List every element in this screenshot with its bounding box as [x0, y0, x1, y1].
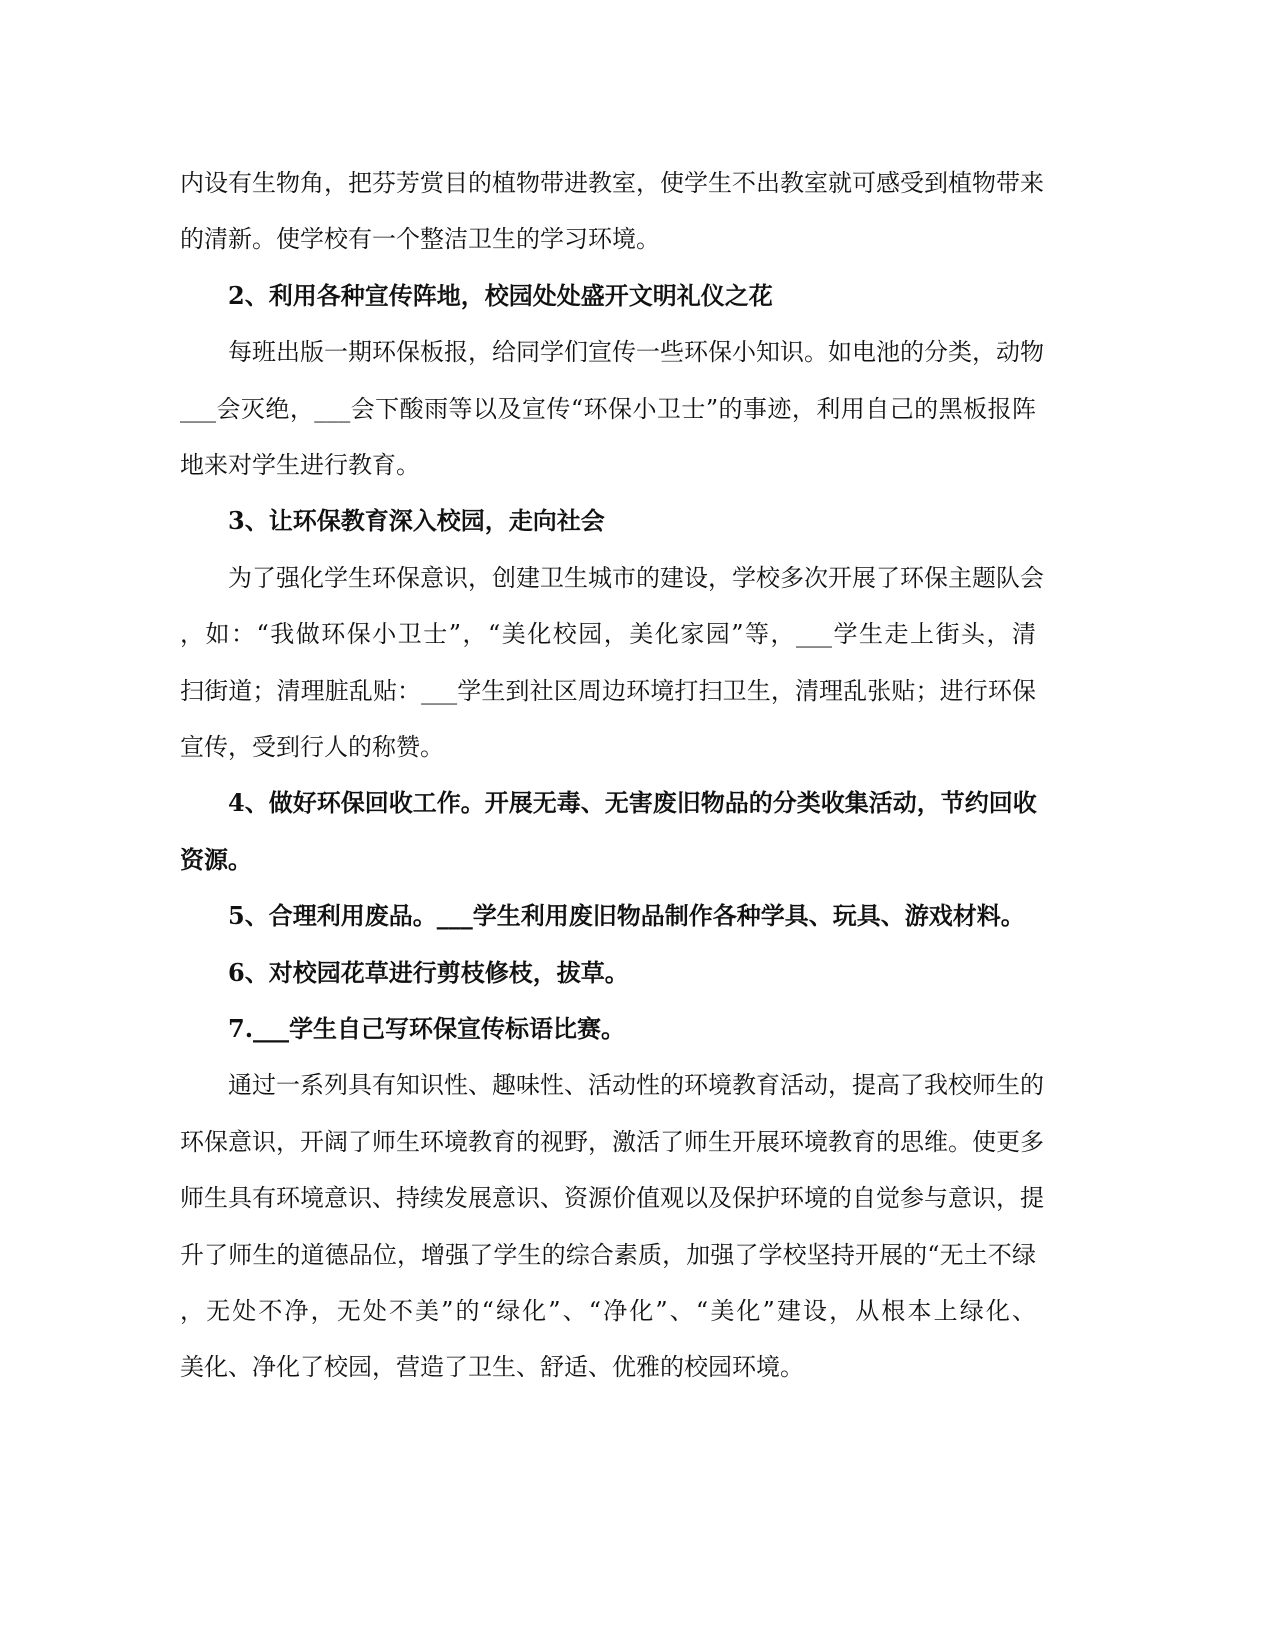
section-heading-line: 3、让环保教育深入校园，走向社会: [228, 506, 605, 536]
paragraph-line: 地来对学生进行教育。: [180, 451, 420, 479]
paragraph-line: 内设有生物角，把芬芳赏目的植物带进教室，使学生不出教室就可感受到植物带来: [180, 169, 1044, 197]
section-heading-line: 6、对校园花草进行剪枝修枝，拔草。: [228, 957, 629, 987]
paragraph-line: ，如：“我做环保小卫士”，“美化校园，美化家园”等，___学生走上街头，清: [180, 620, 1036, 649]
paragraph-line: 通过一系列具有知识性、趣味性、活动性的环境教育活动，提高了我校师生的: [228, 1071, 1044, 1100]
paragraph-line: 升了师生的道德品位，增强了学生的综合素质，加强了学校坚持开展的“无土不绿: [180, 1240, 1036, 1269]
section-heading-line: 7.___学生自己写环保宣传标语比赛。: [228, 1014, 626, 1043]
paragraph-line: 为了强化学生环保意识，创建卫生城市的建设，学校多次开展了环保主题队会: [228, 563, 1044, 592]
paragraph-line: 扫街道；清理脏乱贴：___学生到社区周边环境打扫卫生，清理乱张贴；进行环保: [180, 676, 1036, 705]
paragraph-line: 宣传，受到行人的称赞。: [180, 733, 444, 761]
section-heading-line: 4、做好环保回收工作。开展无毒、无害废旧物品的分类收集活动，节约回收: [228, 788, 1037, 818]
paragraph-line: ___会灭绝，___会下酸雨等以及宣传“环保小卫士”的事迹，利用自己的黑板报阵: [180, 394, 1036, 423]
paragraph-line: 师生具有环境意识、持续发展意识、资源价值观以及保护环境的自觉参与意识，提: [180, 1184, 1044, 1213]
section-heading-line: 资源。: [180, 844, 252, 874]
paragraph-line: ，无处不净，无处不美”的“绿化”、“净化”、“美化”建设，从根本上绿化、: [180, 1297, 1036, 1325]
paragraph-line: 美化、净化了校园，营造了卫生、舒适、优雅的校园环境。: [180, 1353, 804, 1382]
section-heading-line: 2、利用各种宣传阵地，校园处处盛开文明礼仪之花: [228, 280, 773, 310]
paragraph-line: 环保意识，开阔了师生环境教育的视野，激活了师生开展环境教育的思维。使更多: [180, 1127, 1044, 1156]
paragraph-line: 的清新。使学校有一个整洁卫生的学习环境。: [180, 225, 660, 254]
paragraph-line: 每班出版一期环保板报，给同学们宣传一些环保小知识。如电池的分类，动物: [228, 338, 1044, 367]
section-heading-line: 5、合理利用废品。___学生利用废旧物品制作各种学具、玩具、游戏材料。: [228, 901, 1025, 931]
